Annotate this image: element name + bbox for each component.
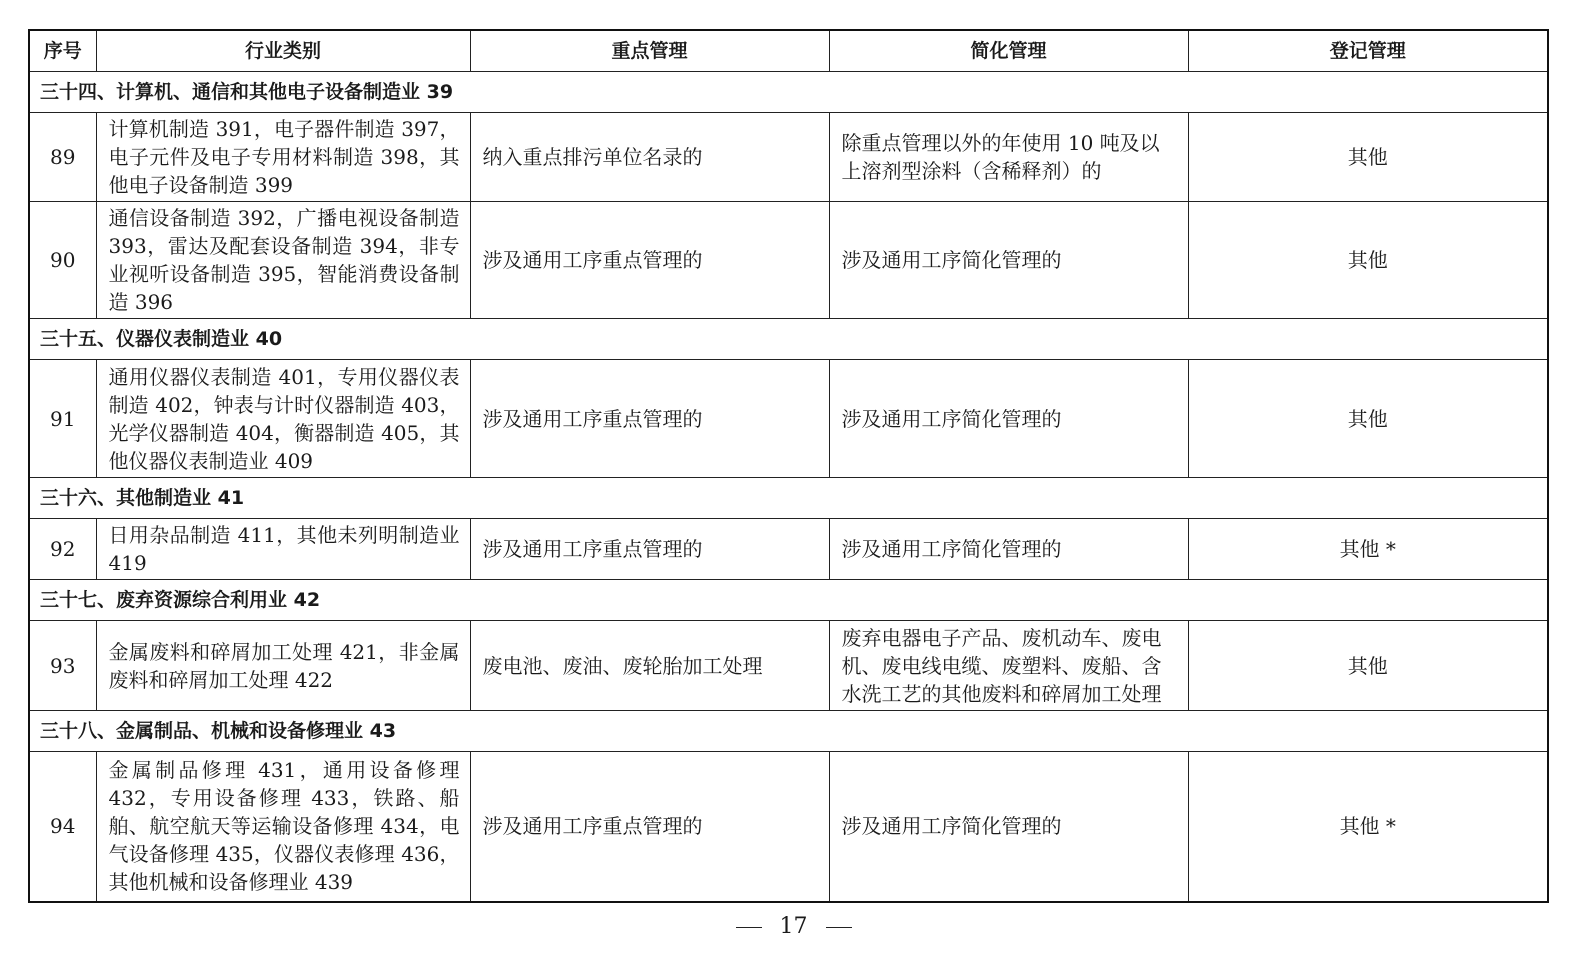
registration-cell: 其他 [1188, 360, 1548, 478]
industry-cell: 通用仪器仪表制造 401，专用仪器仪表制造 402，钟表与计时仪器制造 403，光学仪器制造 404，衡器制造 405，其他仪器仪表制造业 409 [96, 360, 470, 478]
registration-cell: 其他 [1188, 113, 1548, 202]
simplified-management-cell: 涉及通用工序简化管理的 [829, 752, 1188, 902]
section-title: 三十六、其他制造业 41 [29, 478, 1548, 519]
footer-dash-left [736, 927, 762, 928]
section-row [29, 478, 1548, 519]
section-row [29, 580, 1548, 621]
registration-cell: 其他 * [1188, 519, 1548, 580]
header-registration-management: 登记管理 [1188, 30, 1548, 72]
table-row [29, 202, 1548, 319]
section-title: 三十四、计算机、通信和其他电子设备制造业 39 [29, 72, 1548, 113]
key-management-cell: 涉及通用工序重点管理的 [470, 519, 829, 580]
registration-cell: 其他 [1188, 621, 1548, 711]
table-row [29, 752, 1548, 902]
simplified-management-cell: 涉及通用工序简化管理的 [829, 519, 1188, 580]
row-number: 94 [29, 752, 96, 902]
row-number: 92 [29, 519, 96, 580]
header-simplified-management: 简化管理 [829, 30, 1188, 72]
row-number: 90 [29, 202, 96, 319]
key-management-cell: 涉及通用工序重点管理的 [470, 360, 829, 478]
key-management-cell: 涉及通用工序重点管理的 [470, 202, 829, 319]
industry-cell: 日用杂品制造 411，其他未列明制造业 419 [96, 519, 470, 580]
row-number: 89 [29, 113, 96, 202]
registration-cell: 其他 [1188, 202, 1548, 319]
permit-management-table [28, 29, 1549, 903]
section-title: 三十五、仪器仪表制造业 40 [29, 319, 1548, 360]
header-no: 序号 [29, 30, 96, 72]
industry-cell: 计算机制造 391，电子器件制造 397，电子元件及电子专用材料制造 398，其他电子设备制造 399 [96, 113, 470, 202]
registration-cell: 其他 * [1188, 752, 1548, 902]
section-row [29, 319, 1548, 360]
key-management-cell: 废电池、废油、废轮胎加工处理 [470, 621, 829, 711]
row-number: 91 [29, 360, 96, 478]
header-industry: 行业类别 [96, 30, 470, 72]
section-row [29, 711, 1548, 752]
header-row [29, 30, 1548, 72]
simplified-management-cell: 涉及通用工序简化管理的 [829, 360, 1188, 478]
simplified-management-cell: 涉及通用工序简化管理的 [829, 202, 1188, 319]
key-management-cell: 涉及通用工序重点管理的 [470, 752, 829, 902]
page-number: 17 [779, 914, 808, 939]
footer-dash-right [826, 927, 852, 928]
industry-cell: 金属制品修理 431，通用设备修理 432，专用设备修理 433，铁路、船舶、航空航天等运输设备修理 434，电气设备修理 435，仪器仪表修理 436，其他机械和设备修理业 439 [96, 752, 470, 902]
header-key-management: 重点管理 [470, 30, 829, 72]
table-row [29, 360, 1548, 478]
page-footer [0, 914, 1587, 939]
industry-cell: 金属废料和碎屑加工处理 421，非金属废料和碎屑加工处理 422 [96, 621, 470, 711]
table-row [29, 113, 1548, 202]
simplified-management-cell: 废弃电器电子产品、废机动车、废电机、废电线电缆、废塑料、废船、含水洗工艺的其他废料和碎屑加工处理 [829, 621, 1188, 711]
table-row [29, 621, 1548, 711]
key-management-cell: 纳入重点排污单位名录的 [470, 113, 829, 202]
industry-cell: 通信设备制造 392，广播电视设备制造 393，雷达及配套设备制造 394，非专业视听设备制造 395，智能消费设备制造 396 [96, 202, 470, 319]
section-row [29, 72, 1548, 113]
section-title: 三十八、金属制品、机械和设备修理业 43 [29, 711, 1548, 752]
section-title: 三十七、废弃资源综合利用业 42 [29, 580, 1548, 621]
table-row [29, 519, 1548, 580]
simplified-management-cell: 除重点管理以外的年使用 10 吨及以上溶剂型涂料（含稀释剂）的 [829, 113, 1188, 202]
row-number: 93 [29, 621, 96, 711]
